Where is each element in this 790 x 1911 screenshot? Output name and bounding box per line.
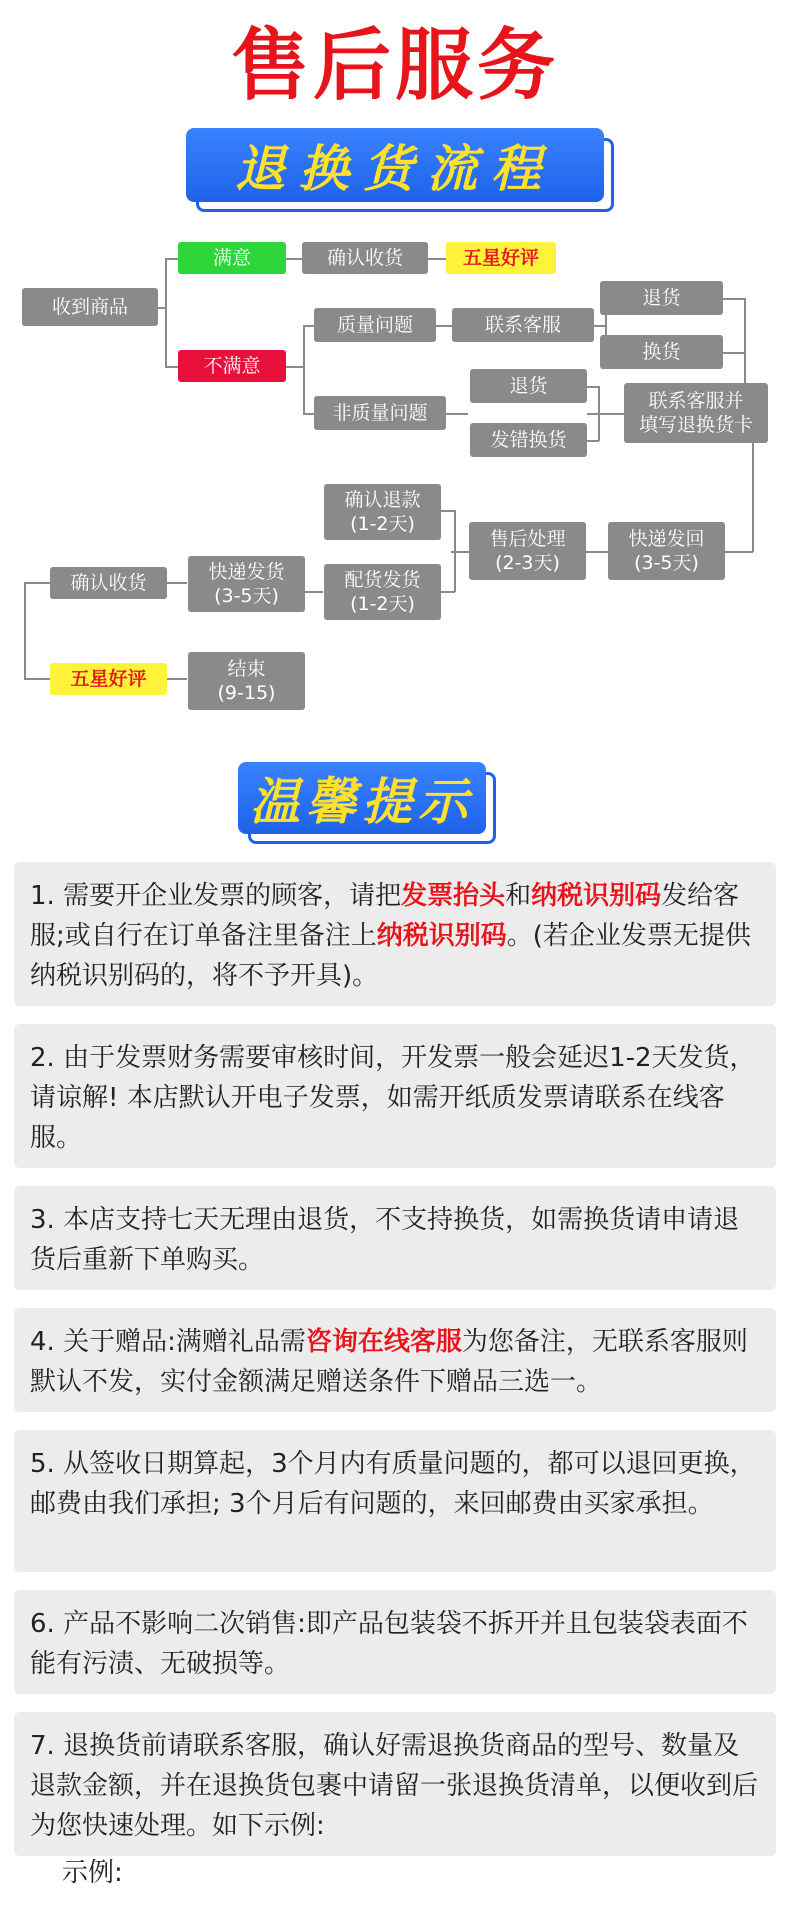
node-satisfied: 满意: [178, 242, 286, 274]
tips-banner: [238, 762, 486, 834]
connector: [744, 298, 746, 384]
connector: [725, 551, 753, 553]
tip-card-7: [14, 1712, 776, 1856]
tip-card-1: [14, 862, 776, 1006]
connector: [587, 440, 599, 442]
tip-text: 2. 由于发票财务需要审核时间，开发票一般会延迟1-2天发货， 请谅解! 本店默认开电子发票，如需开纸质发票请联系在线客服。: [30, 1043, 756, 1153]
connector: [752, 440, 754, 552]
tip-text: 6. 产品不影响二次销售:即产品包装袋不拆开并且包装袋表面不能有污渍、无破损等。: [30, 1609, 748, 1679]
tip-card-5: [14, 1430, 776, 1572]
connector: [167, 678, 187, 680]
tip-highlight: 纳税识别码: [376, 921, 507, 951]
tip-card-2: [14, 1024, 776, 1168]
node-return: 退货: [470, 369, 587, 403]
node-unsatisfied: 不满意: [178, 350, 286, 382]
node-five-star-review: 五星好评: [50, 663, 167, 695]
tip-text: 7. 退换货前请联系客服，确认好需退换货商品的型号、数量及退款金额，并在退换货包裹中请留一张退换货清单，以便收到后为您快速处理。如下示例:: [30, 1731, 759, 1841]
node-end: 结束 (9-15): [188, 652, 305, 710]
node-confirm-receipt: 确认收货: [302, 242, 428, 274]
return-flow-diagram: [0, 0, 790, 760]
connector: [286, 366, 304, 368]
connector: [303, 325, 305, 414]
node-wrong-item-exchange: 发错换货: [470, 423, 587, 457]
connector: [723, 298, 745, 300]
node-express-ship: 快递发货 (3-5天): [188, 556, 305, 612]
connector: [586, 551, 608, 553]
connector: [24, 582, 26, 679]
flow-banner-label: 退换货流程: [186, 128, 604, 202]
node-restock-ship: 配货发货 (1-2天): [324, 564, 441, 620]
tip-text: 3. 本店支持七天无理由退货，不支持换货，如需换货请申请退货后重新下单购买。: [30, 1205, 740, 1275]
node-confirm-receipt: 确认收货: [50, 567, 167, 599]
node-quality-issue: 质量问题: [314, 308, 436, 342]
connector: [587, 386, 599, 388]
tip-text: 5. 从签收日期算起，3个月内有质量问题的，都可以退回更换，邮费由我们承担; 3个月后有问题的，来回邮费由买家承担。: [30, 1449, 756, 1519]
connector: [441, 591, 455, 593]
tip-highlight: 发票抬头: [401, 881, 506, 911]
tip-card-3: [14, 1186, 776, 1290]
node-return: 退货: [600, 281, 723, 315]
example-label: 示例:: [62, 1858, 123, 1888]
tip-text: 。(若企业发票无提供纳税识别码的，将不予开具)。: [30, 921, 751, 991]
node-confirm-refund: 确认退款 (1-2天): [324, 484, 441, 540]
tip-text: 1. 需要开企业发票的顾客，请把: [30, 881, 402, 911]
tips-banner-label: 温馨提示: [238, 762, 486, 834]
connector: [454, 510, 456, 592]
node-exchange: 换货: [600, 335, 723, 369]
node-express-return: 快递发回 (3-5天): [608, 522, 725, 580]
tip-text: 4. 关于赠品:满赠礼品需: [30, 1327, 306, 1357]
connector: [305, 591, 323, 593]
tip-text: 为您备注，无联系客服则默认不发，实付金额满足赠送条件下赠品三选一。: [30, 1327, 748, 1397]
node-non-quality-issue: 非质量问题: [314, 396, 446, 430]
connector: [441, 510, 455, 512]
tip-card-4: [14, 1308, 776, 1412]
connector: [165, 258, 167, 367]
node-after-sale-process: 售后处理 (2-3天): [469, 522, 586, 580]
tip-text: 发给客服;或自行在订单备注里备注上: [30, 881, 740, 951]
tip-text: 和: [505, 881, 532, 911]
tip-highlight: 纳税识别码: [531, 881, 662, 911]
connector: [24, 678, 50, 680]
node-contact-service: 联系客服: [452, 308, 594, 342]
connector: [446, 413, 468, 415]
tip-highlight: 咨询在线客服: [305, 1327, 462, 1357]
tip-card-6: [14, 1590, 776, 1694]
page-title: 售后服务: [230, 21, 559, 111]
connector: [723, 352, 745, 354]
connector: [24, 582, 50, 584]
connector: [167, 582, 187, 584]
node-five-star-review: 五星好评: [446, 242, 556, 274]
node-receive-goods: 收到商品: [22, 288, 158, 326]
node-contact-fill-card: 联系客服并 填写退换货卡: [624, 383, 768, 443]
